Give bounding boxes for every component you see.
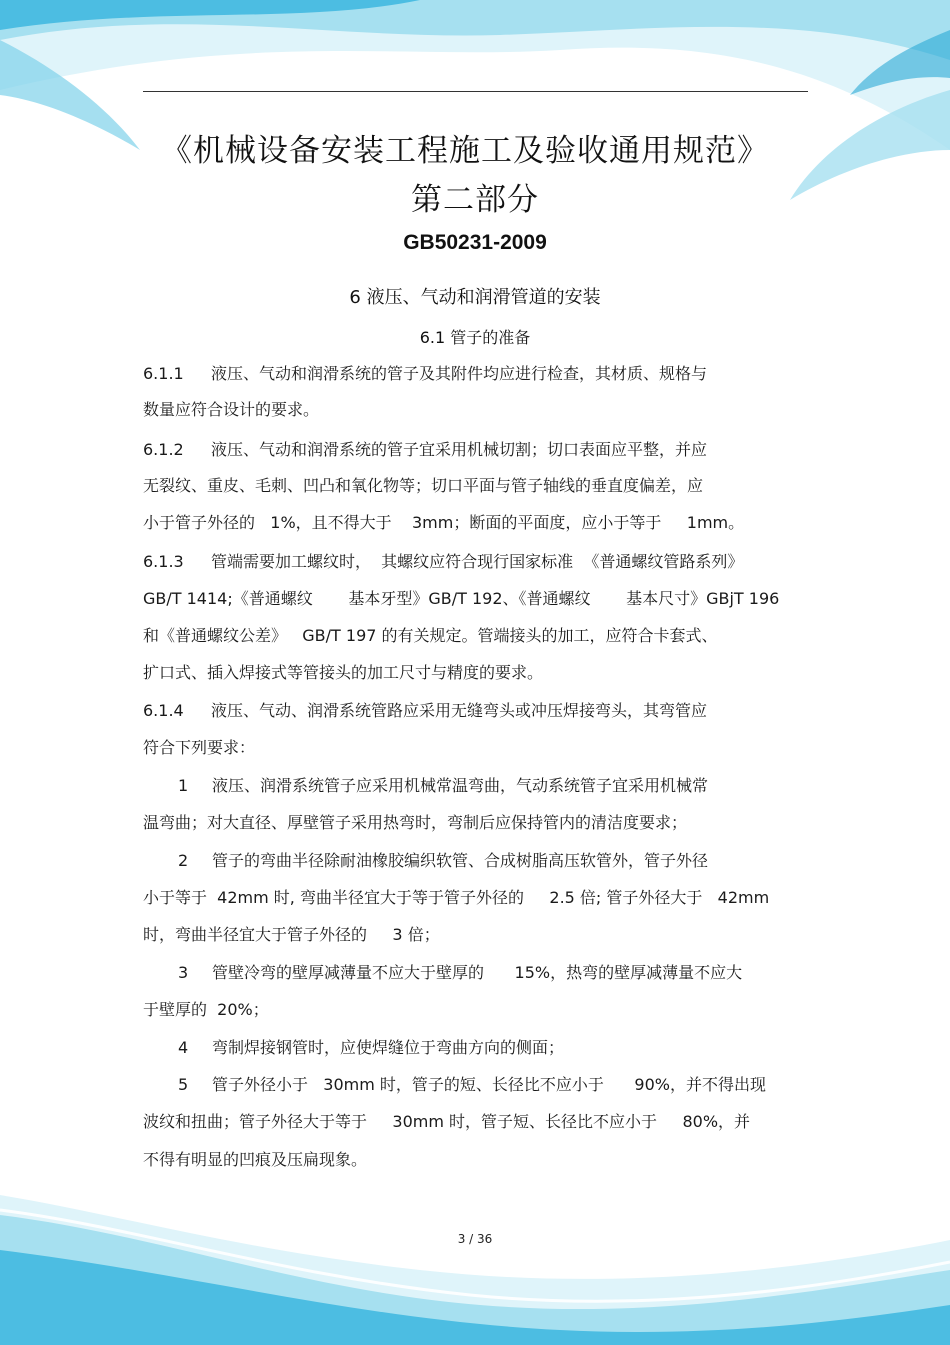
item-text: 管子的弯曲半径除耐油橡胶编织软管、合成树脂高压软管外，管子外径	[212, 851, 709, 870]
item-5-line-3: 不得有明显的凹痕及压扁现象。	[143, 1150, 368, 1169]
clause-text: 管端需要加工螺纹时， 其螺纹应符合现行国家标准 《普通螺纹管路系列》	[211, 552, 744, 571]
clause-6-1-2-line-3: 小于管子外径的 1%，且不得大于 3mm；断面的平面度，应小于等于 1mm。	[143, 513, 745, 532]
item-text: 液压、润滑系统管子应采用机械常温弯曲，气动系统管子宜采用机械常	[212, 776, 709, 795]
document-subtitle: 第二部分	[411, 182, 539, 218]
document-title: 《机械设备安装工程施工及验收通用规范》	[161, 133, 769, 169]
clause-6-1-4-line-1	[143, 701, 823, 721]
item-number: 5	[178, 1075, 189, 1094]
item-number: 1	[178, 776, 189, 795]
item-text: 弯制焊接钢管时，应使焊缝位于弯曲方向的侧面；	[212, 1038, 565, 1057]
page-number: 3 / 36	[457, 1232, 493, 1246]
clause-6-1-1-line-1	[143, 364, 823, 384]
clause-6-1-3-line-3: 和《普通螺纹公差》 GB/T 197 的有关规定。管端接头的加工，应符合卡套式、	[143, 626, 718, 645]
clause-text: 液压、气动、润滑系统管路应采用无缝弯头或冲压焊接弯头，其弯管应	[211, 701, 708, 720]
clause-6-1-2-line-1	[143, 440, 823, 460]
clause-number: 6.1.4	[143, 701, 184, 720]
chapter-heading: 6 液压、气动和润滑管道的安装	[349, 287, 601, 308]
clause-6-1-4-line-2: 符合下列要求：	[143, 738, 256, 757]
item-2-line-1	[143, 851, 823, 871]
standard-code: GB50231-2009	[403, 231, 547, 254]
item-text: 管壁冷弯的壁厚减薄量不应大于壁厚的 15%，热弯的壁厚减薄量不应大	[212, 963, 743, 982]
item-4-line-1	[143, 1038, 823, 1058]
clause-6-1-3-line-2: GB/T 1414;《普通螺纹 基本牙型》GB/T 192、《普通螺纹 基本尺寸》GBjT 196	[143, 589, 780, 608]
clause-6-1-3-line-4: 扩口式、插入焊接式等管接头的加工尺寸与精度的要求。	[143, 663, 544, 682]
item-3-line-2: 于壁厚的 20%；	[143, 1000, 269, 1019]
clause-number: 6.1.2	[143, 440, 184, 459]
section-heading: 6.1 管子的准备	[419, 328, 531, 347]
item-3-line-1	[143, 963, 823, 983]
item-text: 管子外径小于 30mm 时，管子的短、长径比不应小于 90%，并不得出现	[212, 1075, 766, 1094]
item-number: 3	[178, 963, 189, 982]
item-number: 2	[178, 851, 189, 870]
header-rule	[143, 91, 808, 92]
clause-text: 液压、气动和润滑系统的管子及其附件均应进行检查，其材质、规格与	[211, 364, 708, 383]
clause-number: 6.1.1	[143, 364, 184, 383]
item-1-line-2: 温弯曲；对大直径、厚壁管子采用热弯时，弯制后应保持管内的清洁度要求；	[143, 813, 688, 832]
item-5-line-2: 波纹和扭曲；管子外径大于等于 30mm 时，管子短、长径比不应小于 80%，并	[143, 1112, 751, 1131]
item-1-line-1	[143, 776, 823, 796]
clause-6-1-1-line-2: 数量应符合设计的要求。	[143, 400, 320, 419]
item-2-line-3: 时，弯曲半径宜大于管子外径的 3 倍；	[143, 925, 440, 944]
item-2-line-2: 小于等于 42mm 时, 弯曲半径宜大于等于管子外径的 2.5 倍; 管子外径大于 42mm	[143, 888, 770, 907]
item-5-line-1	[143, 1075, 823, 1095]
clause-text: 液压、气动和润滑系统的管子宜采用机械切割；切口表面应平整，并应	[211, 440, 708, 459]
clause-6-1-2-line-2: 无裂纹、重皮、毛刺、凹凸和氧化物等；切口平面与管子轴线的垂直度偏差，应	[143, 476, 704, 495]
item-number: 4	[178, 1038, 189, 1057]
clause-number: 6.1.3	[143, 552, 184, 571]
clause-6-1-3-line-1	[143, 552, 823, 572]
